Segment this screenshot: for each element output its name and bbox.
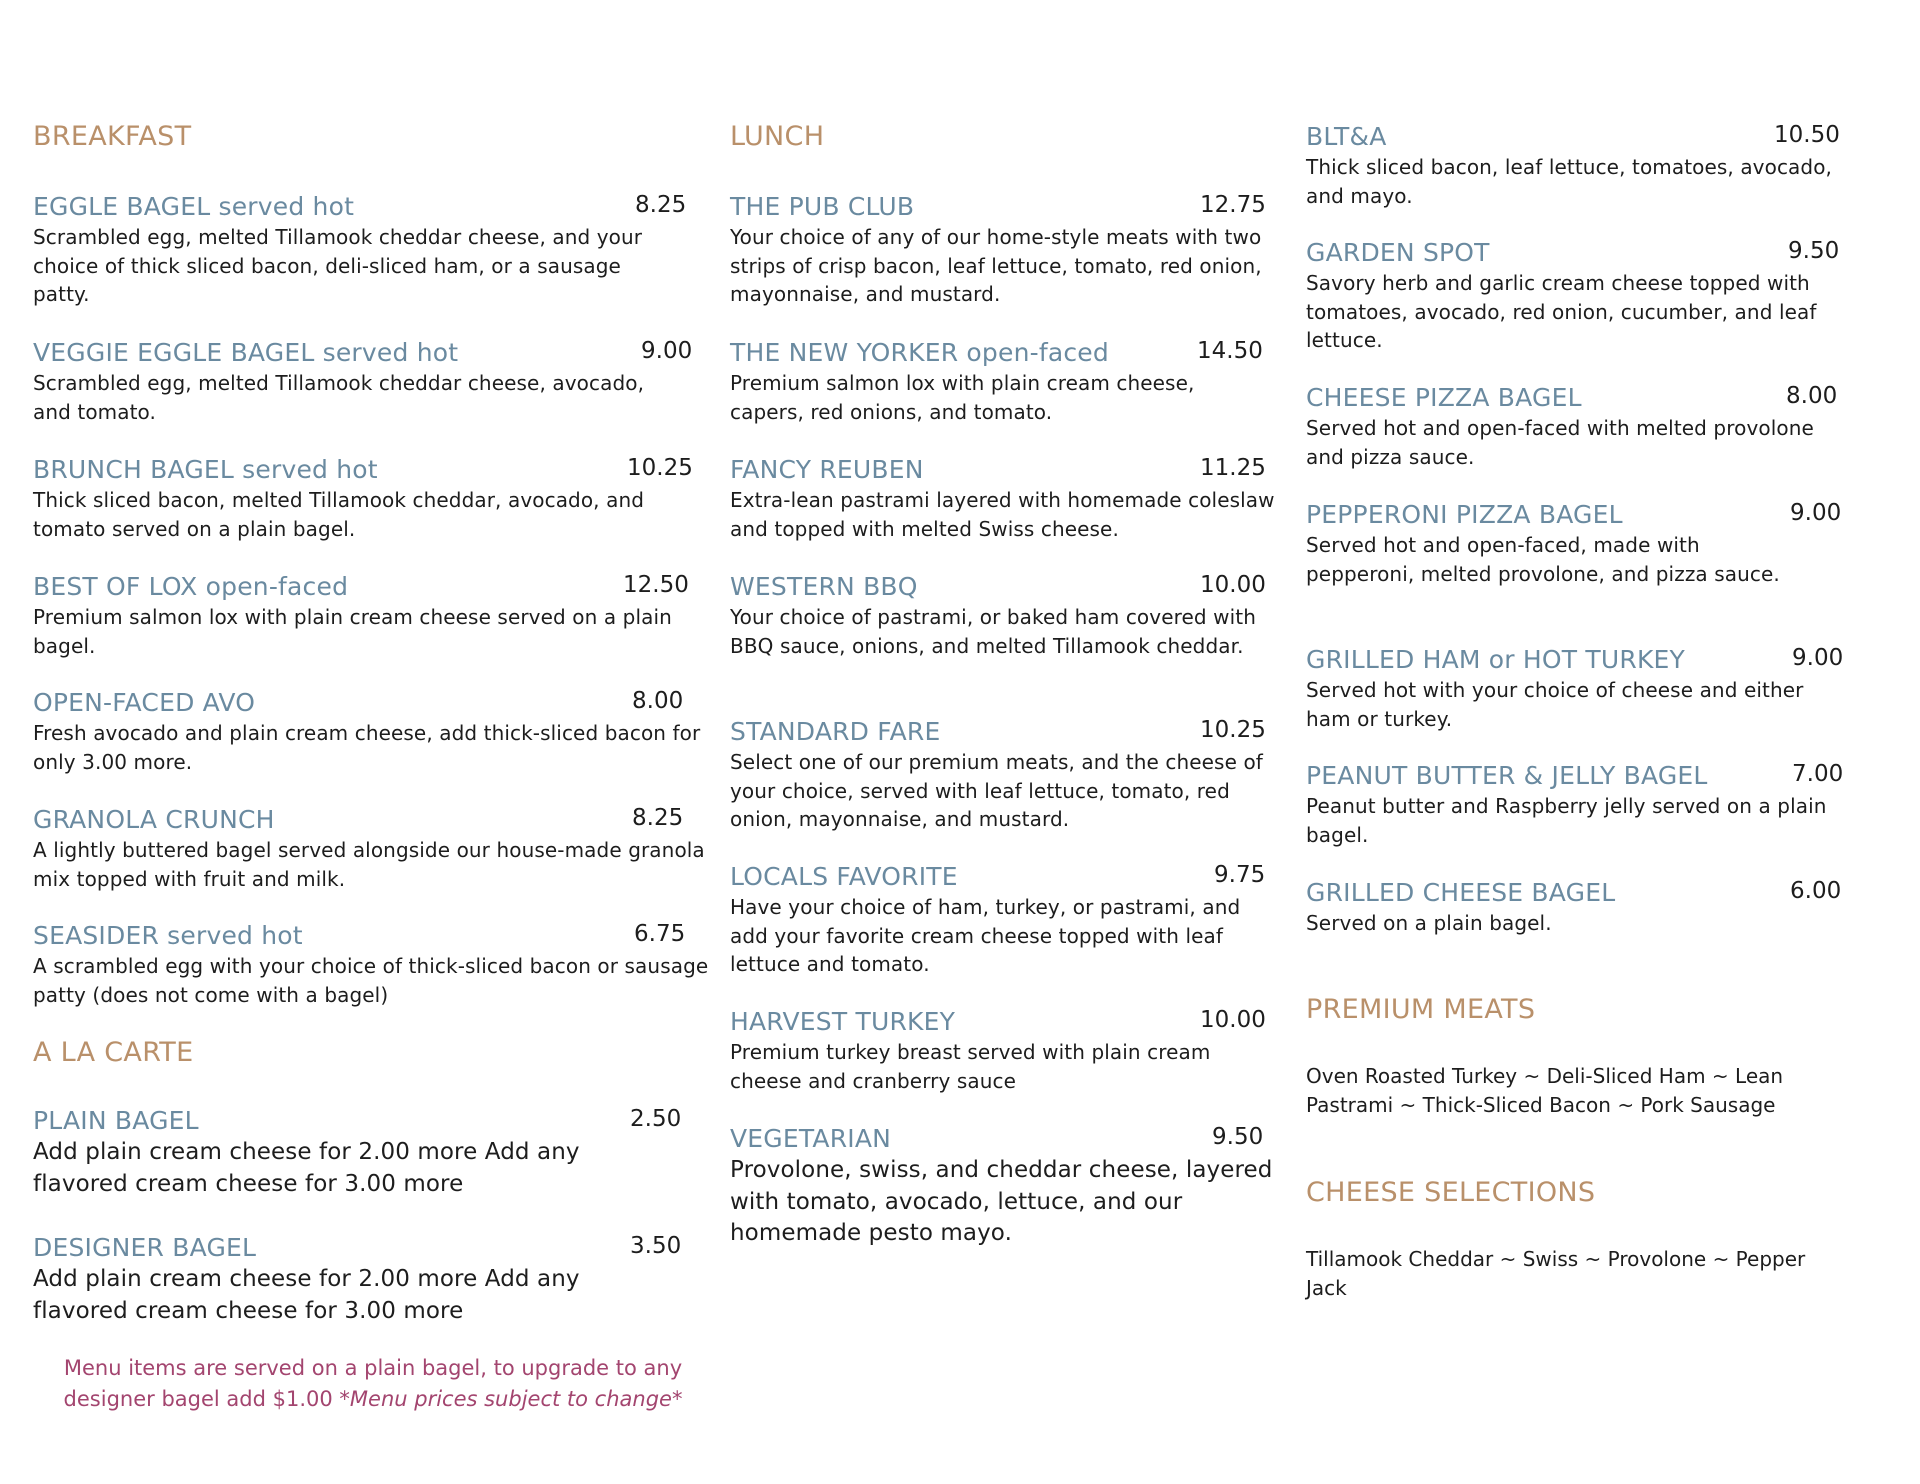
menu-item xyxy=(1306,383,1846,471)
menu-item xyxy=(33,688,713,776)
item-price: 14.50 xyxy=(1197,338,1263,364)
item-description: Add plain cream cheese for 2.00 more Add any flavored cream cheese for 3.00 more xyxy=(33,1139,580,1197)
item-description: Premium salmon lox with plain cream cheese, capers, red onions, and tomato. xyxy=(730,371,1195,424)
menu-item xyxy=(33,338,693,426)
menu-item xyxy=(1306,878,1846,938)
item-price: 12.50 xyxy=(623,572,689,598)
menu-item xyxy=(33,455,713,543)
item-price: 10.50 xyxy=(1774,122,1840,148)
item-price: 10.25 xyxy=(627,455,693,481)
menu-item xyxy=(1306,238,1846,355)
item-name: SEASIDER served hot xyxy=(33,921,303,950)
menu-item xyxy=(730,862,1270,979)
item-name: BRUNCH BAGEL served hot xyxy=(33,455,378,484)
item-description: Premium salmon lox with plain cream cheese served on a plain bagel. xyxy=(33,605,672,658)
item-description: Served hot and open-faced with melted provolone and pizza sauce. xyxy=(1306,416,1814,469)
item-name: THE PUB CLUB xyxy=(730,192,915,221)
footnote-text: Menu items are served on a plain bagel, to upgrade to any designer bagel add $1.00 xyxy=(63,1356,683,1411)
item-name: BEST OF LOX open-faced xyxy=(33,572,349,601)
menu-item xyxy=(1306,645,1846,733)
item-price: 8.00 xyxy=(632,688,684,714)
item-description: Select one of our premium meats, and the cheese of your choice, served with leaf lettuce, tomato, red onion, mayonnaise, and mustard. xyxy=(730,750,1263,831)
item-description: Extra-lean pastrami layered with homemade coleslaw and topped with melted Swiss cheese. xyxy=(730,488,1275,541)
item-description: Add plain cream cheese for 2.00 more Add any flavored cream cheese for 3.00 more xyxy=(33,1266,580,1324)
item-description: Peanut butter and Raspberry jelly served on a plain bagel. xyxy=(1306,794,1827,847)
item-price: 8.25 xyxy=(632,805,684,831)
menu-item xyxy=(33,572,713,660)
menu-item xyxy=(730,338,1270,426)
item-name: LOCALS FAVORITE xyxy=(730,862,958,891)
item-name: GARDEN SPOT xyxy=(1306,238,1490,267)
item-description: Scrambled egg, melted Tillamook cheddar cheese, avocado, and tomato. xyxy=(33,371,645,424)
item-price: 10.00 xyxy=(1200,572,1266,598)
footnote-disclaimer: *Menu prices subject to change* xyxy=(339,1387,683,1411)
menu-item xyxy=(730,455,1290,543)
item-description: Provolone, swiss, and cheddar cheese, layered with tomato, avocado, lettuce, and our homemade pesto mayo. xyxy=(730,1157,1273,1246)
premium-meats-list: Oven Roasted Turkey ~ Deli-Sliced Ham ~ Lean Pastrami ~ Thick-Sliced Bacon ~ Pork Sausage xyxy=(1306,1064,1784,1117)
item-price: 12.75 xyxy=(1200,192,1266,218)
section-heading-breakfast: BREAKFAST xyxy=(33,121,192,152)
item-description: Served on a plain bagel. xyxy=(1306,911,1552,935)
cheese-selections-list: Tillamook Cheddar ~ Swiss ~ Provolone ~ Pepper Jack xyxy=(1306,1247,1806,1300)
menu-item xyxy=(730,1007,1270,1095)
footnote xyxy=(33,1353,713,1415)
item-description: Served hot and open-faced, made with pepperoni, melted provolone, and pizza sauce. xyxy=(1306,533,1780,586)
item-description: Have your choice of ham, turkey, or pastrami, and add your favorite cream cheese topped with leaf lettuce and tomato. xyxy=(730,895,1241,976)
item-description: Savory herb and garlic cream cheese topped with tomatoes, avocado, red onion, cucumber, and leaf lettuce. xyxy=(1306,271,1817,352)
item-description: Thick sliced bacon, melted Tillamook cheddar, avocado, and tomato served on a plain bagel. xyxy=(33,488,645,541)
item-name: VEGGIE EGGLE BAGEL served hot xyxy=(33,338,459,367)
item-price: 8.00 xyxy=(1786,383,1838,409)
item-price: 10.00 xyxy=(1200,1007,1266,1033)
menu-item xyxy=(1306,500,1842,588)
item-price: 10.25 xyxy=(1200,717,1266,743)
item-price: 9.00 xyxy=(1792,645,1844,671)
item-name: OPEN-FACED AVO xyxy=(33,688,256,717)
item-name: GRANOLA CRUNCH xyxy=(33,805,275,834)
item-description: A lightly buttered bagel served alongside our house-made granola mix topped with fruit and milk. xyxy=(33,838,705,891)
menu-item xyxy=(33,1106,682,1200)
item-description: A scrambled egg with your choice of thick-sliced bacon or sausage patty (does not come with a bagel) xyxy=(33,954,709,1007)
section-heading-cheese-selections: CHEESE SELECTIONS xyxy=(1306,1177,1596,1208)
menu-item xyxy=(1306,122,1846,210)
item-price: 9.75 xyxy=(1214,862,1266,888)
item-name: FANCY REUBEN xyxy=(730,455,924,484)
item-description: Scrambled egg, melted Tillamook cheddar cheese, and your choice of thick sliced bacon, deli-sliced ham, or a sausage patty. xyxy=(33,225,643,306)
item-price: 6.00 xyxy=(1790,878,1842,904)
item-name: THE NEW YORKER open-faced xyxy=(730,338,1109,367)
item-name: STANDARD FARE xyxy=(730,717,941,746)
menu-item xyxy=(730,1124,1290,1250)
menu-item xyxy=(1306,761,1846,849)
item-price: 7.00 xyxy=(1792,761,1844,787)
item-description: Fresh avocado and plain cream cheese, add thick-sliced bacon for only 3.00 more. xyxy=(33,721,701,774)
menu-item xyxy=(33,192,687,309)
item-name: VEGETARIAN xyxy=(730,1124,892,1153)
item-price: 9.00 xyxy=(1790,500,1842,526)
item-price: 2.50 xyxy=(630,1106,682,1132)
menu-item xyxy=(730,572,1290,660)
item-description: Thick sliced bacon, leaf lettuce, tomatoes, avocado, and mayo. xyxy=(1306,155,1833,208)
item-name: WESTERN BBQ xyxy=(730,572,918,601)
menu-item xyxy=(730,192,1290,309)
item-name: PEANUT BUTTER & JELLY BAGEL xyxy=(1306,761,1708,790)
item-description: Your choice of pastrami, or baked ham covered with BBQ sauce, onions, and melted Tillamook cheddar. xyxy=(730,605,1256,658)
item-description: Premium turkey breast served with plain cream cheese and cranberry sauce xyxy=(730,1040,1211,1093)
item-name: BLT&A xyxy=(1306,122,1387,151)
menu-item xyxy=(730,717,1290,834)
item-name: CHEESE PIZZA BAGEL xyxy=(1306,383,1582,412)
menu-item xyxy=(33,805,723,893)
item-name: DESIGNER BAGEL xyxy=(33,1233,257,1262)
item-description: Served hot with your choice of cheese and either ham or turkey. xyxy=(1306,678,1804,731)
section-heading-premium-meats: PREMIUM MEATS xyxy=(1306,994,1536,1025)
item-price: 3.50 xyxy=(630,1233,682,1259)
item-name: PLAIN BAGEL xyxy=(33,1106,199,1135)
item-price: 6.75 xyxy=(634,921,686,947)
section-heading-a-la-carte: A LA CARTE xyxy=(33,1037,194,1068)
item-name: EGGLE BAGEL served hot xyxy=(33,192,355,221)
section-heading-lunch: LUNCH xyxy=(730,121,825,152)
item-name: HARVEST TURKEY xyxy=(730,1007,956,1036)
item-price: 9.50 xyxy=(1212,1124,1264,1150)
item-name: GRILLED CHEESE BAGEL xyxy=(1306,878,1616,907)
menu-item xyxy=(33,921,723,1009)
item-name: GRILLED HAM or HOT TURKEY xyxy=(1306,645,1685,674)
item-price: 9.00 xyxy=(641,338,693,364)
item-price: 8.25 xyxy=(635,192,687,218)
menu-item xyxy=(33,1233,682,1327)
item-name: PEPPERONI PIZZA BAGEL xyxy=(1306,500,1623,529)
item-price: 11.25 xyxy=(1200,455,1266,481)
item-price: 9.50 xyxy=(1788,238,1840,264)
item-description: Your choice of any of our home-style meats with two strips of crisp bacon, leaf lettuce, tomato, red onion, mayonnaise, and mustard. xyxy=(730,225,1262,306)
